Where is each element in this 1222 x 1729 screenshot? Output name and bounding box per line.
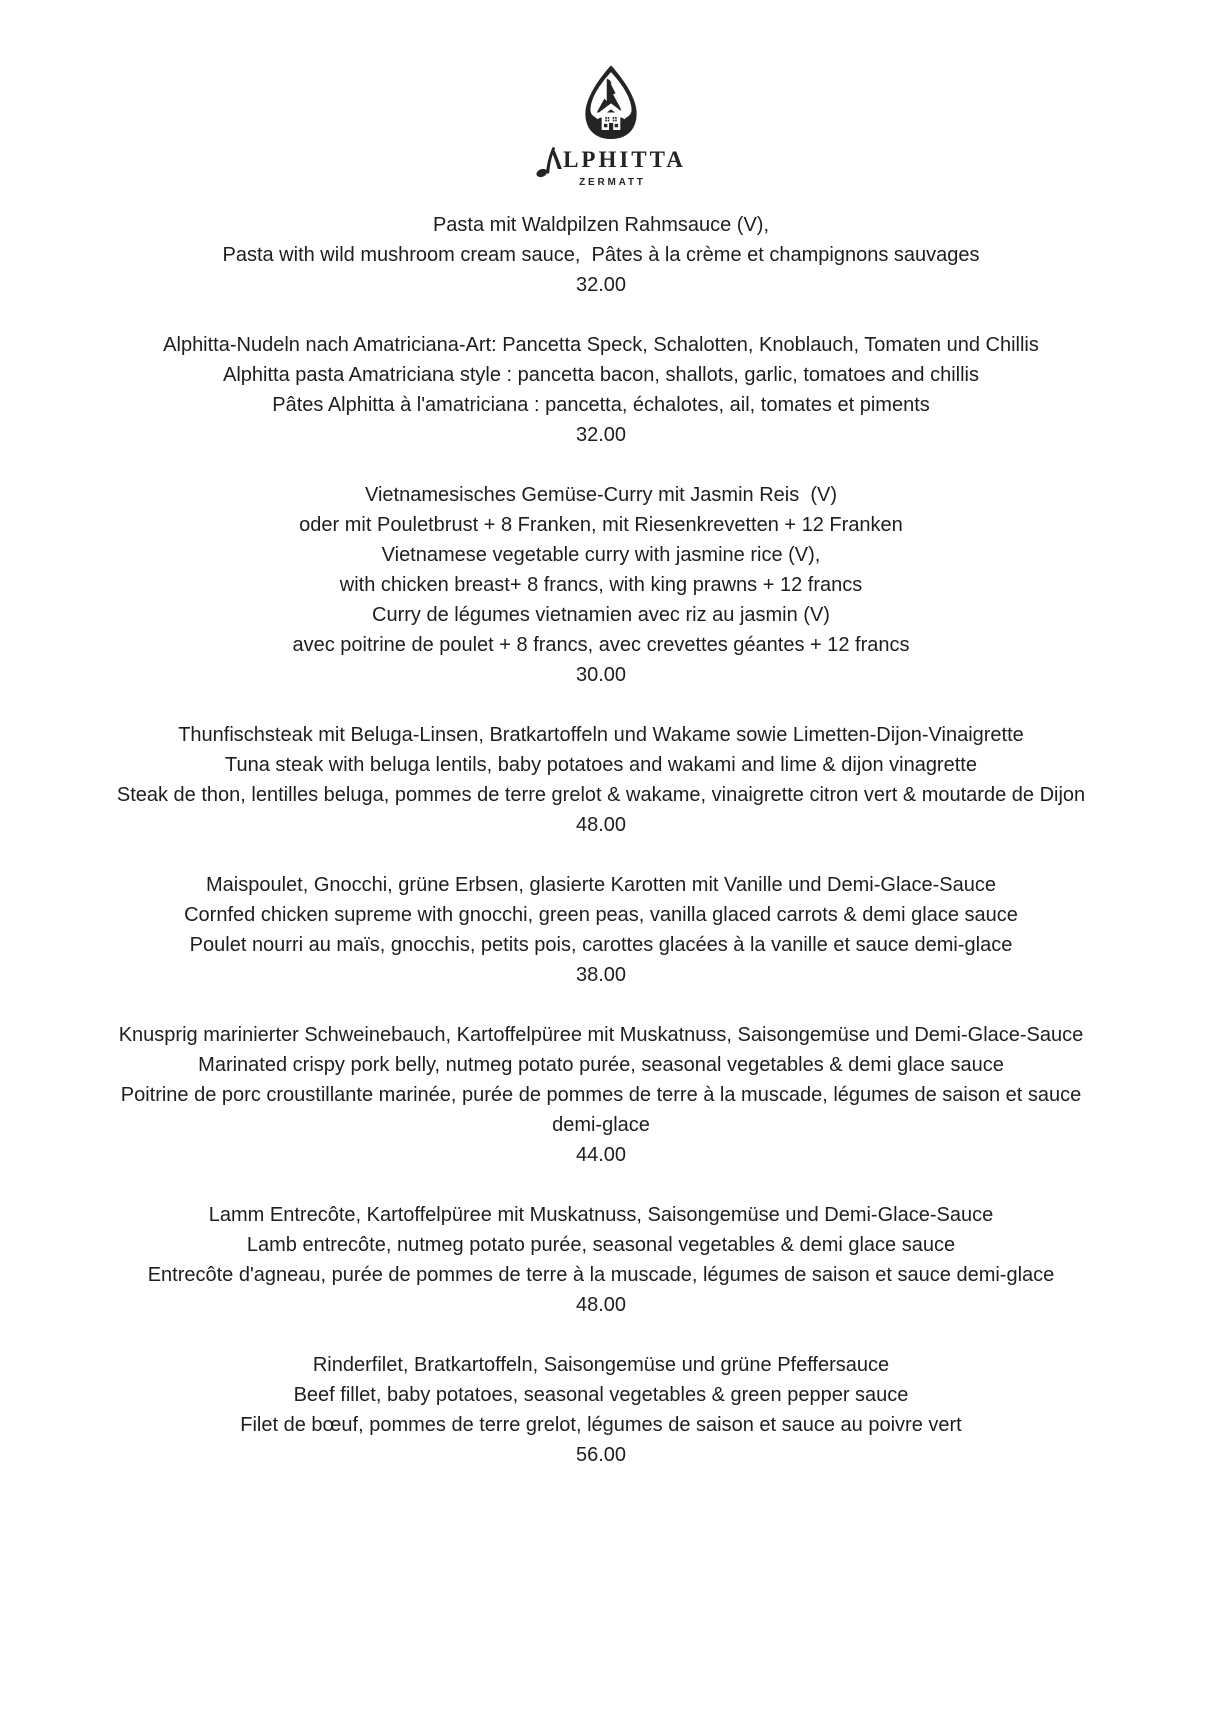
menu-item-line: Alphitta pasta Amatriciana style : pancetta bacon, shallots, garlic, tomatoes and chillis (223, 364, 979, 386)
brand-text: LPHITTA (563, 147, 686, 172)
menu-item-line: Thunfischsteak mit Beluga-Linsen, Bratkartoffeln und Wakame sowie Limetten-Dijon-Vinaigrette (178, 724, 1024, 746)
menu-item-line: Pasta mit Waldpilzen Rahmsauce (V), (432, 214, 770, 236)
menu-item (0, 720, 1202, 840)
menu-item-price: 44.00 (575, 1144, 627, 1166)
menu-item-price: 30.00 (575, 664, 627, 686)
menu-item-line: Entrecôte d'agneau, purée de pommes de terre à la muscade, légumes de saison et sauce demi-glace (147, 1264, 1055, 1286)
menu-item (0, 480, 1202, 690)
menu-item-line: Curry de légumes vietnamien avec riz au jasmin (V) (372, 604, 830, 626)
menu-item-line: Vietnamesisches Gemüse-Curry mit Jasmin Reis (V) (365, 484, 837, 506)
menu-item-line: Pâtes Alphitta à l'amatriciana : pancetta, échalotes, ail, tomates et piments (272, 394, 930, 416)
menu-item (0, 330, 1202, 450)
menu-item-line: Knusprig marinierter Schweinebauch, Kartoffelpüree mit Muskatnuss, Saisongemüse und Demi-Glace-Sauce (118, 1024, 1084, 1046)
menu-item-line: Beef fillet, baby potatoes, seasonal vegetables & green pepper sauce (293, 1384, 909, 1406)
menu-item-line: Vietnamese vegetable curry with jasmine rice (V), (381, 544, 821, 566)
menu-item-line: demi-glace (552, 1114, 650, 1136)
brand-city: ZERMATT (579, 177, 646, 188)
menu-item (0, 870, 1202, 990)
menu-list (0, 210, 1222, 1470)
menu-item-price: 38.00 (575, 964, 627, 986)
menu-item-line: Pasta with wild mushroom cream sauce, Pâtes à la crème et champignons sauvages (222, 244, 980, 266)
menu-item-price: 32.00 (575, 274, 627, 296)
eighth-note-icon (536, 143, 562, 177)
menu-item-price: 32.00 (575, 424, 627, 446)
menu-item-line: oder mit Pouletbrust + 8 Franken, mit Riesenkrevetten + 12 Franken (299, 514, 903, 536)
menu-item-line: Filet de bœuf, pommes de terre grelot, légumes de saison et sauce au poivre vert (240, 1414, 962, 1436)
brand-wordmark (536, 143, 686, 177)
menu-item (0, 1020, 1202, 1170)
menu-item-line: Poitrine de porc croustillante marinée, purée de pommes de terre à la muscade, légumes de saison et sauce (120, 1084, 1082, 1106)
menu-item-line: Alphitta-Nudeln nach Amatriciana-Art: Pancetta Speck, Schalotten, Knoblauch, Tomaten und Chillis (163, 334, 1039, 356)
menu-item-line: Marinated crispy pork belly, nutmeg potato purée, seasonal vegetables & demi glace sauce (198, 1054, 1004, 1076)
menu-item-line: Rinderfilet, Bratkartoffeln, Saisongemüse und grüne Pfeffersauce (312, 1354, 890, 1376)
menu-item-line: Lamb entrecôte, nutmeg potato purée, seasonal vegetables & demi glace sauce (246, 1234, 956, 1256)
menu-item-line: avec poitrine de poulet + 8 francs, avec crevettes géantes + 12 francs (292, 634, 910, 656)
menu-item-price: 48.00 (575, 814, 627, 836)
menu-item (0, 210, 1202, 300)
menu-item-line: Maispoulet, Gnocchi, grüne Erbsen, glasierte Karotten mit Vanille und Demi-Glace-Sauce (205, 874, 997, 896)
menu-item-price: 48.00 (575, 1294, 627, 1316)
logo (0, 0, 1222, 188)
menu-item-line: Poulet nourri au maïs, gnocchis, petits pois, carottes glacées à la vanille et sauce demi-glace (189, 934, 1013, 956)
menu-item (0, 1350, 1202, 1470)
menu-item-line: Steak de thon, lentilles beluga, pommes de terre grelot & wakame, vinaigrette citron vert & moutarde de Dijon (116, 784, 1086, 806)
menu-item-line: Cornfed chicken supreme with gnocchi, green peas, vanilla glaced carrots & demi glace sauce (184, 904, 1018, 926)
menu-item-line: Tuna steak with beluga lentils, baby potatoes and wakami and lime & dijon vinagrette (225, 754, 977, 776)
menu-item-line: with chicken breast+ 8 francs, with king prawns + 12 francs (339, 574, 863, 596)
menu-item-price: 56.00 (575, 1444, 627, 1466)
alphitta-emblem-icon (582, 64, 640, 140)
menu-item-line: Lamm Entrecôte, Kartoffelpüree mit Muskatnuss, Saisongemüse und Demi-Glace-Sauce (208, 1204, 994, 1226)
menu-item (0, 1200, 1202, 1320)
